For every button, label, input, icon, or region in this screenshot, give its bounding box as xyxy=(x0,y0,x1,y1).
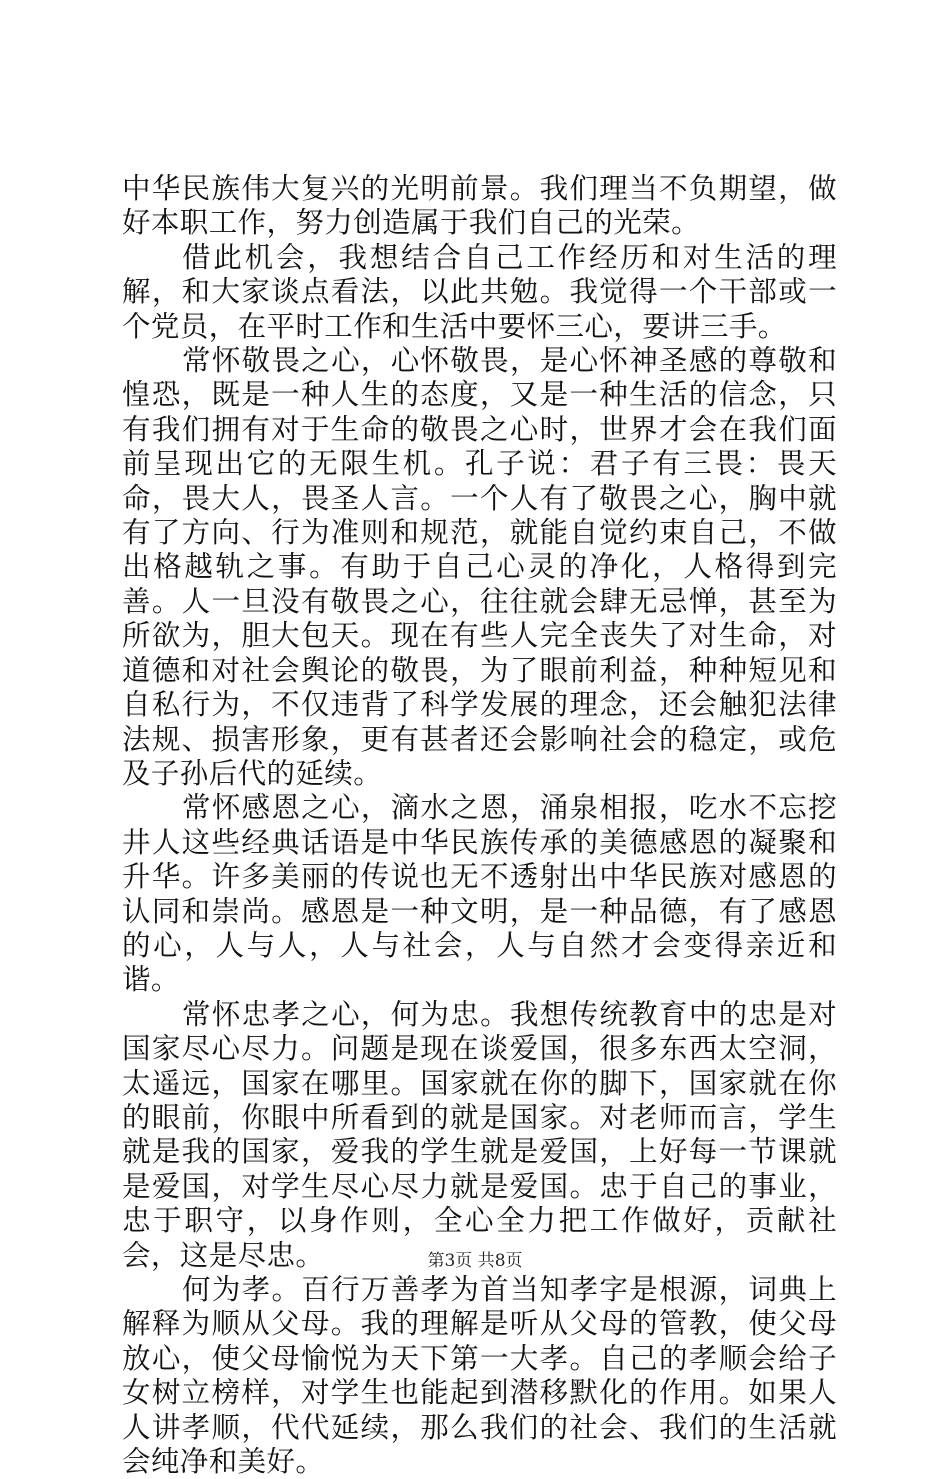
paragraph-awe: 常怀敬畏之心，心怀敬畏，是心怀神圣感的尊敬和惶恐，既是一种人生的态度，又是一种生活的信念，只有我们拥有对于生命的敬畏之心时，世界才会在我们面前呈现出它的无限生机。孔子说：君子有三畏：畏天命，畏大人，畏圣人言。一个人有了敬畏之心，胸中就有了方向、行为准则和规范，就能自觉约束自己，不做出格越轨之事。有助于自己心灵的净化，人格得到完善。人一旦没有敬畏之心，往往就会肆无忌惮，甚至为所欲为，胆大包天。现在有些人完全丧失了对生命，对道德和对社会舆论的敬畏，为了眼前利益，种种短见和自私行为，不仅违背了科学发展的理念，还会触犯法律法规、损害形象，更有甚者还会影响社会的稳定，或危及子孙后代的延续。 xyxy=(122,344,837,790)
paragraph-gratitude: 常怀感恩之心，滴水之恩，涌泉相报，吃水不忘挖井人这些经典话语是中华民族传承的美德感恩的凝聚和升华。许多美丽的传说也无不透射出中华民族对感恩的认同和崇尚。感恩是一种文明，是一种品德，有了感恩的心，人与人，人与社会，人与自然才会变得亲近和谐。 xyxy=(122,791,837,997)
paragraph-continuation: 中华民族伟大复兴的光明前景。我们理当不负期望，做好本职工作，努力创造属于我们自己的光荣。 xyxy=(122,172,837,240)
paragraph-filial-piety: 何为孝。百行万善孝为首当知孝字是根源，词典上解释为顺从父母。我的理解是听从父母的管教，使父母放心，使父母愉悦为天下第一大孝。自己的孝顺会给子女树立榜样，对学生也能起到潜移默化的作用。如果人人讲孝顺，代代延续，那么我们的社会、我们的生活就会纯净和美好。 xyxy=(122,1273,837,1479)
document-body xyxy=(122,172,837,1479)
paragraph-loyalty: 常怀忠孝之心，何为忠。我想传统教育中的忠是对国家尽心尽力。问题是现在谈爱国，很多东西太空洞，太遥远，国家在哪里。国家就在你的脚下，国家就在你的眼前，你眼中所看到的就是国家。对老师而言，学生就是我的国家，爱我的学生就是爱国，上好每一节课就是爱国，对学生尽心尽力就是爱国。忠于自己的事业，忠于职守，以身作则，全心全力把工作做好，贡献社会，这是尽忠。 xyxy=(122,997,837,1272)
paragraph-intro: 借此机会，我想结合自己工作经历和对生活的理解，和大家谈点看法，以此共勉。我觉得一个干部或一个党员，在平时工作和生活中要怀三心，要讲三手。 xyxy=(122,240,837,343)
page-number-footer: 第3页 共8页 xyxy=(427,1251,523,1271)
